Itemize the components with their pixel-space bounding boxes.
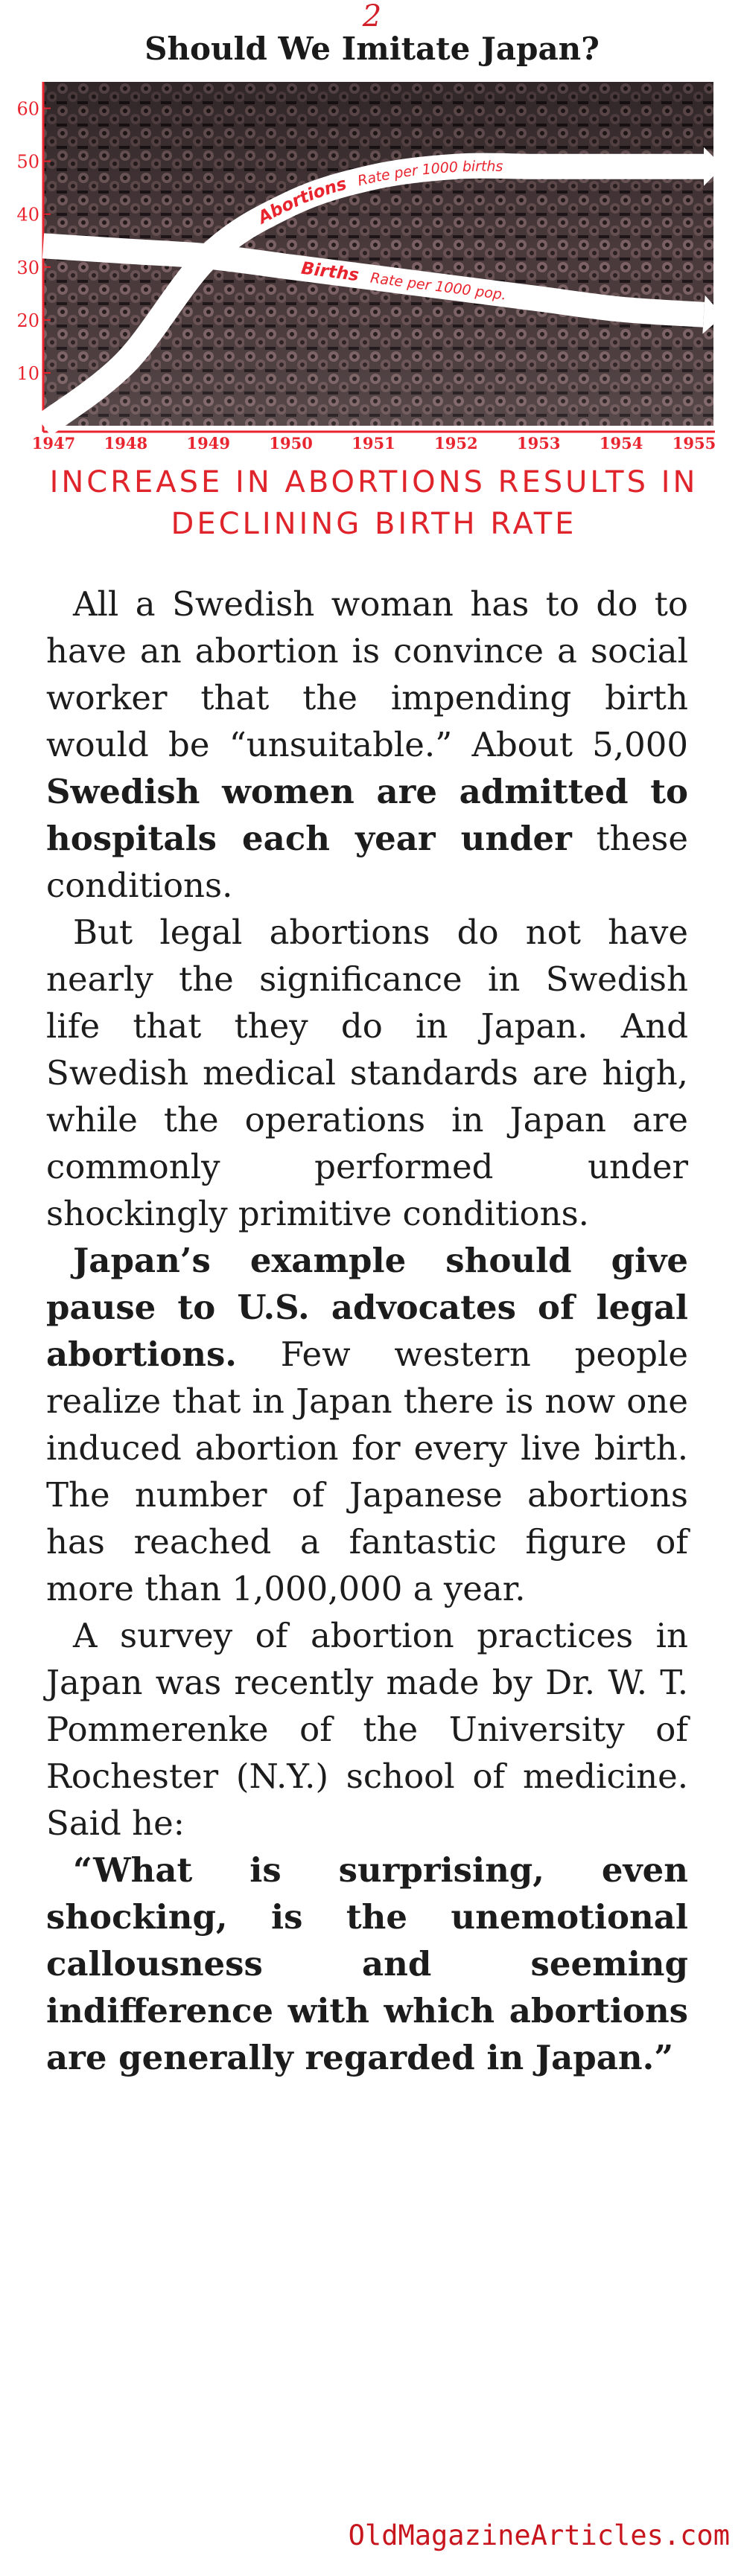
paragraph-3-bold: Japan’s example should give pause to U.S. advocates of legal abortions. <box>46 1241 688 1374</box>
paragraph-3-text: Few western people realize that in Japan there is now one induced abortion for every live birth. The number of Japanese abortions has reached a fantastic figure of more than 1,000,000 a year. <box>46 1335 689 1608</box>
paragraph-1-bold: Swedish women are admitted to hospitals each year under <box>46 772 688 858</box>
quotation-paragraph: “What is surprising, even shocking, is the unemotional callousness and seeming indifference with which abortions are generally regarded in Japan.” <box>46 1850 688 2077</box>
site-watermark: OldMagazineArticles.com <box>348 2519 730 2551</box>
y-tick-label-60: 60 <box>16 98 39 120</box>
y-tick-label-30: 30 <box>16 257 39 278</box>
article-body <box>46 581 688 2081</box>
paragraph-1 <box>46 581 688 909</box>
paragraph-4: A survey of abortion practices in Japan was recently made by Dr. W. T. Pommerenke of the University of Rochester (N.Y.) school of medicine. Said he: <box>46 1616 688 1843</box>
paragraph-2: But legal abortions do not have nearly the significance in Swedish life that they do in Japan. And Swedish medical standards are high, while the operations in Japan are commonly performed under shockingly primitive conditions. <box>46 913 688 1233</box>
headline: Should We Imitate Japan? <box>144 31 600 67</box>
abortion-birth-chart <box>15 82 733 454</box>
y-tick-label-40: 40 <box>16 204 39 226</box>
y-tick-label-50: 50 <box>16 151 39 173</box>
x-tick-label-1949: 1949 <box>186 434 230 453</box>
abortions-series-label: Abortions Rate per 1000 births <box>255 158 503 228</box>
x-tick-label-1955: 1955 <box>672 434 716 453</box>
x-tick-label-1948: 1948 <box>104 434 148 453</box>
x-tick-label-1952: 1952 <box>434 434 478 453</box>
x-tick-label-1953: 1953 <box>517 434 561 453</box>
paragraph-1-text: All a Swedish woman has to do to have an abortion is convince a social worker that the impending birth would be “unsuitable.” About 5,000 <box>46 584 688 764</box>
x-tick-label-1951: 1951 <box>352 434 395 453</box>
paragraph-1-end: these conditions. <box>46 819 688 905</box>
chart-caption <box>15 461 733 545</box>
x-tick-label-1947: 1947 <box>31 434 76 453</box>
y-tick-label-20: 20 <box>16 310 39 331</box>
x-tick-label-1954: 1954 <box>599 434 643 453</box>
y-tick-label-10: 10 <box>16 362 39 384</box>
paragraph-3 <box>46 1237 688 1612</box>
caption-line-1: INCREASE IN ABORTIONS RESULTS IN <box>49 465 699 499</box>
page-number: 2 <box>362 0 382 33</box>
births-series-label: Births Rate per 1000 pop. <box>299 258 508 304</box>
chart-figure <box>15 82 733 454</box>
x-tick-label-1950: 1950 <box>269 434 313 453</box>
caption-line-2: DECLINING BIRTH RATE <box>171 507 577 541</box>
